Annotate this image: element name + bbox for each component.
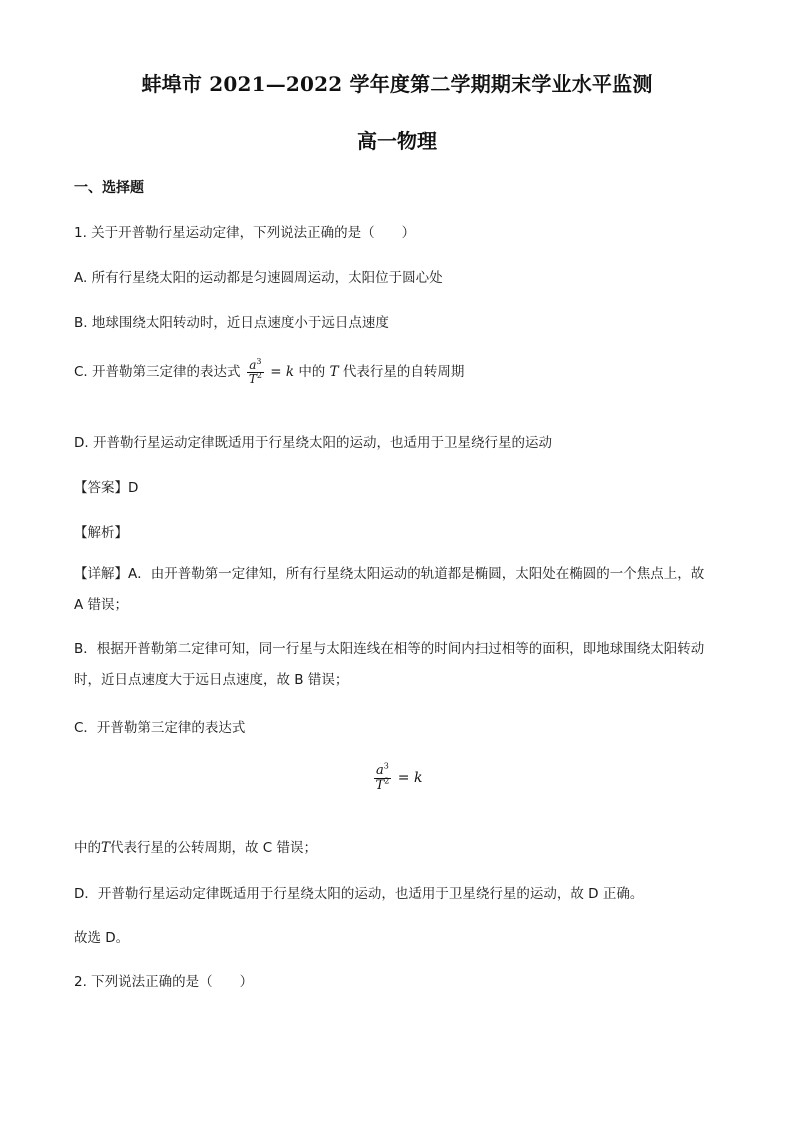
answer-label: 【答案】D xyxy=(74,480,139,496)
detail-c2 xyxy=(74,836,317,856)
detail-b: B．根据开普勒第二定律可知，同一行星与太阳连线在相等的时间内扫过相等的面积，即地球围绕太阳转动时，近日点速度大于远日点速度，故 B 错误； xyxy=(74,641,705,688)
fraction-denominator-exp: 2 xyxy=(256,370,262,380)
display-denominator: T xyxy=(375,777,385,793)
detail-d: D．开普勒行星运动定律既适用于行星绕太阳的运动，也适用于卫星绕行星的运动，故 D 正确。 xyxy=(74,886,644,902)
option-c-var: T xyxy=(329,364,339,381)
option-d: D. 开普勒行星运动定律既适用于行星绕太阳的运动，也适用于卫星绕行星的运动 xyxy=(74,435,552,451)
option-a: A. 所有行星绕太阳的运动都是匀速圆周运动，太阳位于圆心处 xyxy=(74,270,443,286)
detail-a: 【详解】A．由开普勒第一定律知，所有行星绕太阳运动的轨道都是椭圆，太阳处在椭圆的一个焦点上，故 A 错误； xyxy=(74,566,705,613)
kepler-fraction-inline xyxy=(247,359,264,385)
question-1-stem: 1. 关于开普勒行星运动定律，下列说法正确的是（ ） xyxy=(74,225,416,241)
kepler-formula-display xyxy=(0,761,794,793)
display-equals: = k xyxy=(397,770,423,787)
display-numerator-exp: 3 xyxy=(383,761,389,771)
option-b: B. 地球围绕太阳转动时，近日点速度小于远日点速度 xyxy=(74,315,389,331)
option-c-mid: 中的 xyxy=(298,364,326,381)
display-denominator-exp: 2 xyxy=(384,776,390,786)
detail-c2-prefix: 中的 xyxy=(74,840,101,856)
section-heading: 一、选择题 xyxy=(74,180,144,196)
document-subtitle: 高一物理 xyxy=(357,129,437,153)
detail-c: C．开普勒第三定律的表达式 xyxy=(74,720,246,736)
fraction-numerator-exp: 3 xyxy=(256,357,262,366)
fraction-denominator: T xyxy=(248,371,257,386)
analysis-label: 【解析】 xyxy=(74,525,128,541)
option-c xyxy=(74,359,464,385)
kepler-fraction-display xyxy=(374,761,392,793)
option-c-prefix: C. 开普勒第三定律的表达式 xyxy=(74,364,241,381)
choose-line: 故选 D。 xyxy=(74,930,130,946)
question-2-stem: 2. 下列说法正确的是（ ） xyxy=(74,974,254,990)
detail-c2-var: T xyxy=(101,840,111,856)
detail-c2-suffix: 代表行星的公转周期，故 C 错误； xyxy=(110,840,318,856)
option-c-suffix: 代表行星的自转周期 xyxy=(342,364,465,381)
fraction-numerator: a xyxy=(249,358,257,372)
display-numerator: a xyxy=(376,763,384,778)
option-c-equals: = k xyxy=(270,364,295,381)
document-title: 蚌埠市 2021—2022 学年度第二学期期末学业水平监测 xyxy=(141,72,653,96)
